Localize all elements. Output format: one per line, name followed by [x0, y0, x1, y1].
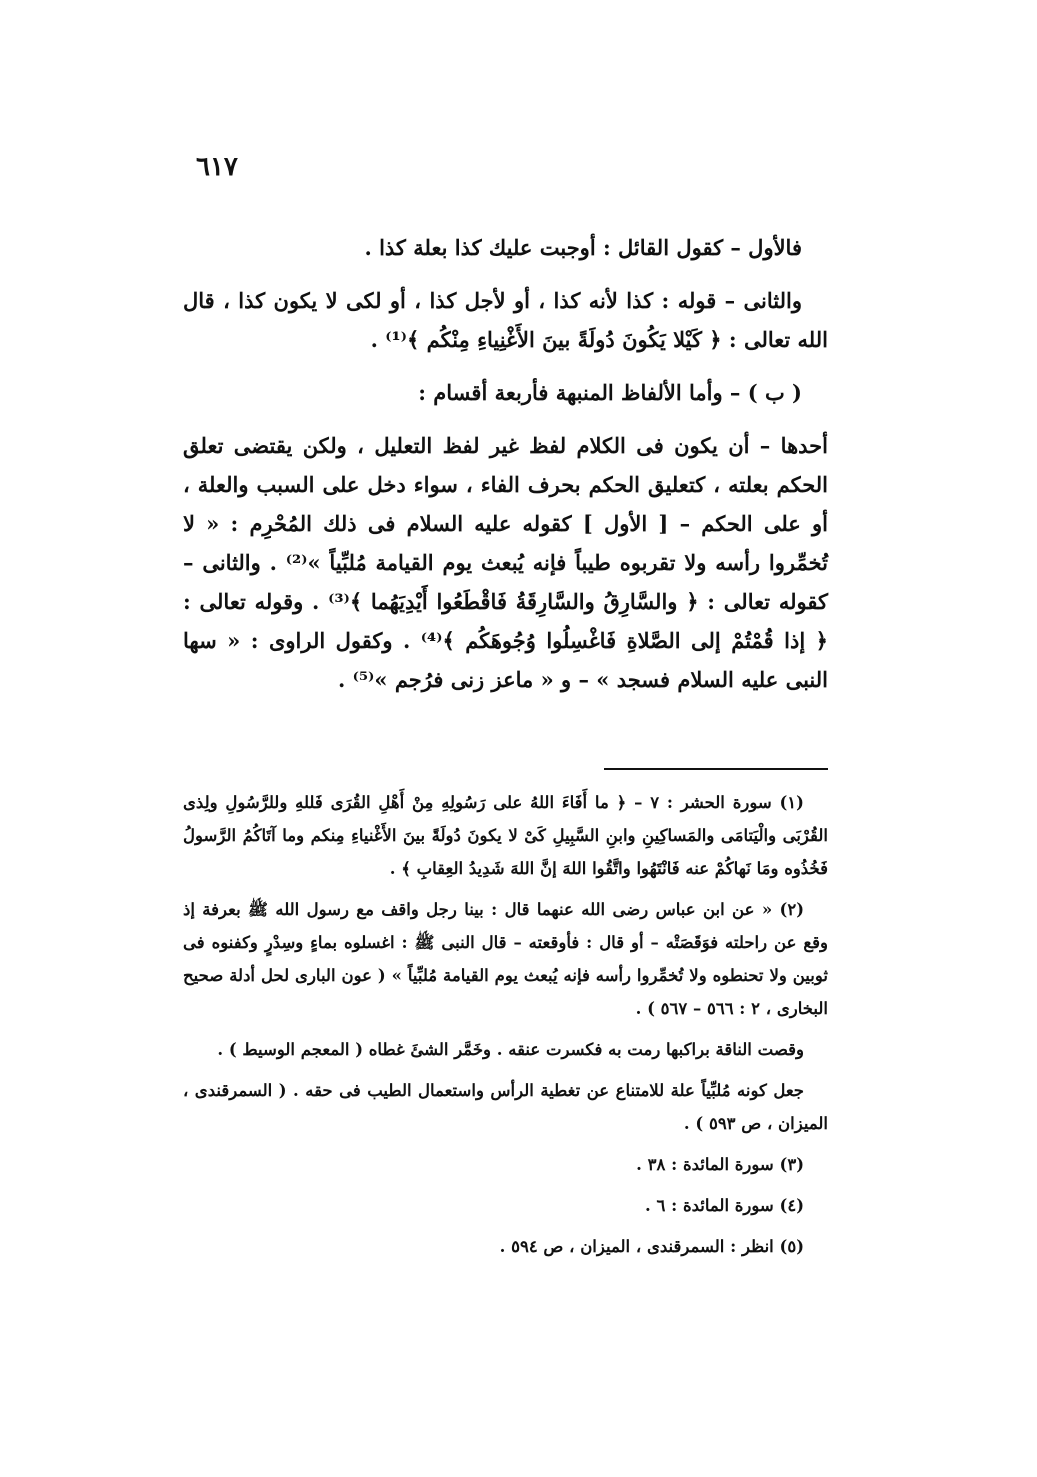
main-text [183, 228, 828, 713]
paragraph-section-b-heading: ( ب ) – وأما الألفاظ المنبهة فأربعة أقسام : [418, 380, 802, 405]
paragraph-first-type: فالأول – كقول القائل : أوجبت عليك كذا بعلة كذا . [364, 235, 802, 260]
footnote-5: (٥) انظر : السمرقندى ، الميزان ، ص ٥٩٤ . [499, 1237, 804, 1256]
footnote-2: (٢) « عن ابن عباس رضى الله عنهما قال : بينا رجل واقف مع رسول الله ﷺ بعرفة إذ وقع عن راحلته فوَقَصَتْه – أو قال : فأوقعته – قال النبى ﷺ : اغسلوه بماءٍ وسِدْرٍ وكفنوه فى ثوبين ولا تحنطوه ولا تُخمِّروا رأسه فإنه يُبعث يوم القيامة مُلبِّياً » ( عون البارى لحل أدلة صحيح البخارى ، ٢ : ٥٦٦ – ٥٦٧ ) . [183, 900, 828, 1018]
paragraph-first-category: أحدها – أن يكون فى الكلام لفظ غير لفظ التعليل ، ولكن يقتضى تعلق الحكم بعلته ، كتعليق الحكم بحرف الفاء ، سواء دخل على السبب والعلة ، أو على الحكم – [ الأول ] كقوله عليه السلام فى ذلك المُحْرِم : « لا تُخمِّروا رأسه ولا تقربوه طيباً فإنه يُبعث يوم القيامة مُلبِّياً »⁽²⁾ . والثانى – كقوله تعالى : ﴿ والسَّارِقُ والسَّارِقَةُ فَاقْطَعُوا أَيْدِيَهُما ﴾⁽³⁾ . وقوله تعالى : ﴿ إذا قُمْتُمْ إلى الصَّلاةِ فَاغْسِلُوا وُجُوهَكُم ﴾⁽⁴⁾ . وكقول الراوى : « سها النبى عليه السلام فسجد » – و « ماعز زنى فرُجم »⁽⁵⁾ . [183, 433, 828, 692]
footnote-2-note-b: جعل كونه مُلبِّياً علة للامتناع عن تغطية الرأس واستعمال الطيب فى حقه . ( السمرقندى ، الميزان ، ص ٥٩٣ ) . [183, 1081, 828, 1133]
page-number: ٦١٧ [196, 152, 238, 182]
footnotes [183, 786, 828, 1271]
footnote-1: (١) سورة الحشر : ٧ – ﴿ ما أَفَاءَ اللهُ على رَسُولِهِ مِنْ أَهْلِ القُرَى فَللهِ وللرَّسُولِ ولِذى القُرْبَى والْيَتامَى والمَساكِينِ وابنِ السَّبِيلِ كَىْ لا يكونَ دُولَةً بينَ الأَغْنياءِ مِنكم وما آتَاكُمُ الرَّسولُ فَخُذُوه ومَا نَهاكُمْ عنه فَانْتَهُوا واتَّقُوا اللهَ إنَّ اللهَ شَدِيدُ العِقابِ ﴾ . [183, 793, 828, 878]
paragraph-second-type: والثانى – قوله : كذا لأنه كذا ، أو لأجل كذا ، أو لكى لا يكون كذا ، قال الله تعالى : ﴿ كَيْلا يَكُونَ دُولَةً بينَ الأَغْنِياءِ مِنْكُم ﴾⁽¹⁾ . [183, 288, 828, 352]
footnote-4: (٤) سورة المائدة : ٦ . [645, 1196, 804, 1215]
footnote-3: (٣) سورة المائدة : ٣٨ . [636, 1155, 804, 1174]
footnote-2-note-a: وقصت الناقة براكبها رمت به فكسرت عنقه . وخَمَّر الشئَ غطاه ( المعجم الوسيط ) . [217, 1040, 804, 1059]
footnote-divider [604, 768, 828, 770]
